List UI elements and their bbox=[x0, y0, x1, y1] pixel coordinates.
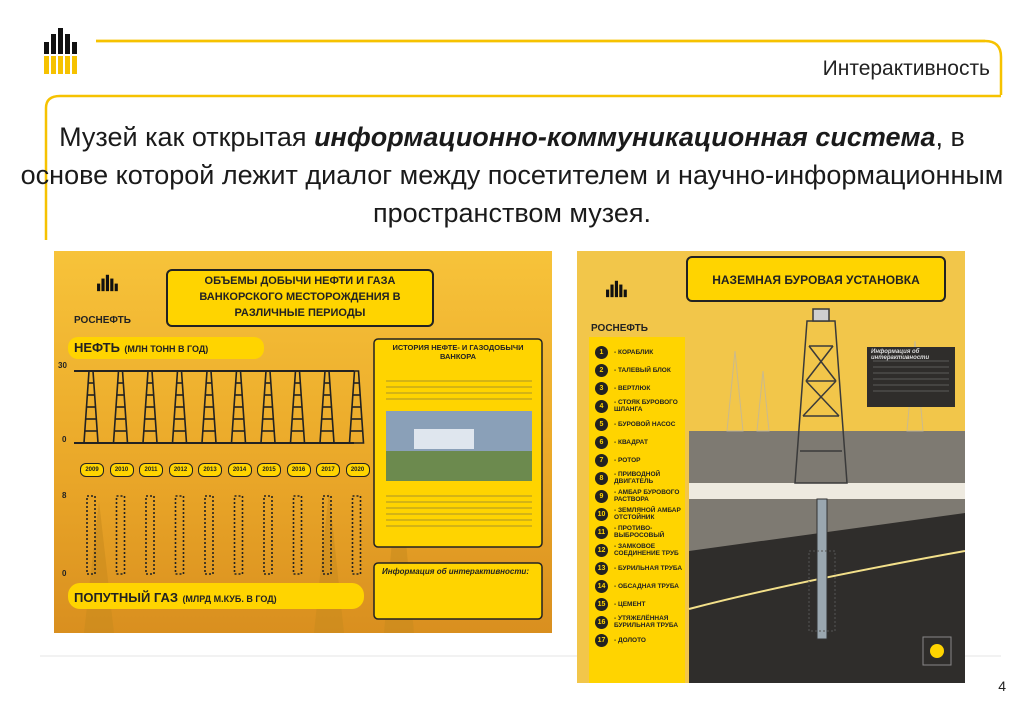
legend-text: - ВЕРТЛЮК bbox=[614, 384, 651, 392]
legend-text: - ДОЛОТО bbox=[614, 636, 646, 644]
headline-part2: , в основе которой лежит диалог между посетителем и научно-информационным пространством музея. bbox=[20, 122, 1004, 228]
left-poster-banner: ОБЪЕМЫ ДОБЫЧИ НЕФТИ И ГАЗА ВАНКОРСКОГО МЕСТОРОЖДЕНИЯ В РАЗЛИЧНЫЕ ПЕРИОДЫ bbox=[166, 269, 434, 327]
legend-text: - ТАЛЕВЫЙ БЛОК bbox=[614, 366, 671, 374]
legend-number: 5 bbox=[595, 418, 608, 431]
oil-gas-volume-poster bbox=[54, 251, 552, 633]
gas-bar bbox=[235, 496, 243, 574]
gas-bar bbox=[176, 496, 184, 574]
interactivity-info-title: Информация об интерактивности: bbox=[382, 567, 529, 576]
legend-text: - СТОЯК БУРОВОГО ШЛАНГА bbox=[614, 399, 678, 413]
legend-item[interactable] bbox=[595, 595, 683, 613]
legend-number: 14 bbox=[595, 580, 608, 593]
legend-text: - БУРИЛЬНАЯ ТРУБА bbox=[614, 564, 683, 572]
left-poster-brand: РОСНЕФТЬ bbox=[74, 315, 131, 326]
right-poster-banner: НАЗЕМНАЯ БУРОВАЯ УСТАНОВКА bbox=[712, 273, 920, 287]
section-title: Интерактивность bbox=[822, 57, 990, 80]
legend-number: 13 bbox=[595, 562, 608, 575]
legend-item[interactable] bbox=[595, 397, 683, 415]
year-badge[interactable]: 2012 bbox=[169, 463, 193, 477]
page-number: 4 bbox=[998, 678, 1006, 694]
legend-item[interactable] bbox=[595, 631, 683, 649]
legend-number: 7 bbox=[595, 454, 608, 467]
gas-label-row bbox=[74, 589, 277, 607]
legend-text: - ПРИВОДНОЙ ДВИГАТЕЛЬ bbox=[614, 471, 661, 485]
gas-bar bbox=[264, 496, 272, 574]
year-badge[interactable]: 2011 bbox=[139, 463, 163, 477]
year-badge[interactable]: 2015 bbox=[257, 463, 281, 477]
gas-label: ПОПУТНЫЙ ГАЗ bbox=[74, 590, 178, 605]
year-badge[interactable]: 2014 bbox=[228, 463, 252, 477]
legend-text: - УТЯЖЕЛЁННАЯ БУРИЛЬНАЯ ТРУБА bbox=[614, 615, 679, 629]
legend-item[interactable] bbox=[595, 559, 683, 577]
legend-item[interactable] bbox=[595, 451, 683, 469]
legend-number: 10 bbox=[595, 508, 608, 521]
headline-emphasis: информационно-коммуникационная система bbox=[314, 122, 936, 152]
year-badge[interactable]: 2016 bbox=[287, 463, 311, 477]
gas-bar bbox=[205, 496, 213, 574]
legend-text: - ЗАМКОВОЕ СОЕДИНЕНИЕ ТРУБ bbox=[614, 543, 679, 557]
left-poster-logo-icon bbox=[94, 271, 124, 305]
rosneft-logo-icon bbox=[40, 22, 86, 76]
axis-bottom-max: 8 bbox=[62, 491, 67, 500]
legend-text: - РОТОР bbox=[614, 456, 641, 464]
legend-item[interactable] bbox=[595, 613, 683, 631]
legend-number: 11 bbox=[595, 526, 608, 539]
year-badge[interactable]: 2013 bbox=[198, 463, 222, 477]
legend-text: - КВАДРАТ bbox=[614, 438, 648, 446]
legend-number: 16 bbox=[595, 616, 608, 629]
headline-part1: Музей как открытая bbox=[59, 122, 315, 152]
legend-number: 15 bbox=[595, 598, 608, 611]
legend-item[interactable] bbox=[595, 487, 683, 505]
legend-item[interactable] bbox=[595, 523, 683, 541]
legend-text: - БУРОВОЙ НАСОС bbox=[614, 420, 676, 428]
legend-item[interactable] bbox=[595, 577, 683, 595]
legend-number: 12 bbox=[595, 544, 608, 557]
year-badge[interactable]: 2017 bbox=[316, 463, 340, 477]
legend-number: 4 bbox=[595, 400, 608, 413]
history-title: ИСТОРИЯ НЕФТЕ- И ГАЗОДОБЫЧИ ВАНКОРА bbox=[392, 343, 524, 361]
right-poster-brand: РОСНЕФТЬ bbox=[591, 323, 648, 334]
gas-bar bbox=[146, 496, 154, 574]
legend-text: - КОРАБЛИК bbox=[614, 348, 654, 356]
year-badge[interactable]: 2010 bbox=[110, 463, 134, 477]
legend-number: 1 bbox=[595, 346, 608, 359]
right-info-title: Информация об интерактивности bbox=[871, 349, 930, 361]
legend-number: 6 bbox=[595, 436, 608, 449]
year-badge[interactable]: 2020 bbox=[346, 463, 370, 477]
legend-text: - ОБСАДНАЯ ТРУБА bbox=[614, 582, 679, 590]
component-legend bbox=[595, 343, 683, 649]
legend-text: - АМБАР БУРОВОГО РАСТВОРА bbox=[614, 489, 680, 503]
axis-bottom-zero: 0 bbox=[62, 569, 67, 578]
gas-bar bbox=[353, 496, 361, 574]
legend-number: 8 bbox=[595, 472, 608, 485]
axis-top-zero: 0 bbox=[62, 435, 67, 444]
legend-item[interactable] bbox=[595, 505, 683, 523]
legend-number: 2 bbox=[595, 364, 608, 377]
legend-item[interactable] bbox=[595, 343, 683, 361]
oil-unit: (МЛН ТОНН В ГОД) bbox=[124, 344, 209, 354]
legend-number: 17 bbox=[595, 634, 608, 647]
gas-bar bbox=[117, 496, 125, 574]
legend-item[interactable] bbox=[595, 415, 683, 433]
year-badge[interactable]: 2009 bbox=[80, 463, 104, 477]
legend-item[interactable] bbox=[595, 379, 683, 397]
legend-item[interactable] bbox=[595, 541, 683, 559]
legend-item[interactable] bbox=[595, 433, 683, 451]
legend-item[interactable] bbox=[595, 469, 683, 487]
year-row bbox=[80, 463, 370, 477]
axis-top-max: 30 bbox=[58, 361, 67, 370]
legend-text: - ЦЕМЕНТ bbox=[614, 600, 646, 608]
legend-number: 9 bbox=[595, 490, 608, 503]
headline bbox=[20, 118, 1004, 232]
legend-text: - ПРОТИВО- ВЫБРОСОВЫЙ bbox=[614, 525, 665, 539]
legend-text: - ЗЕМЛЯНОЙ АМБАР ОТСТОЙНИК bbox=[614, 507, 681, 521]
right-poster-logo-icon bbox=[603, 277, 633, 311]
oil-label: НЕФТЬ bbox=[74, 340, 120, 355]
oil-label-row bbox=[74, 339, 208, 357]
gas-bar bbox=[294, 496, 302, 574]
drilling-rig-poster bbox=[577, 251, 965, 683]
gas-unit: (МЛРД М.КУБ. В ГОД) bbox=[182, 594, 277, 604]
legend-number: 3 bbox=[595, 382, 608, 395]
legend-item[interactable] bbox=[595, 361, 683, 379]
